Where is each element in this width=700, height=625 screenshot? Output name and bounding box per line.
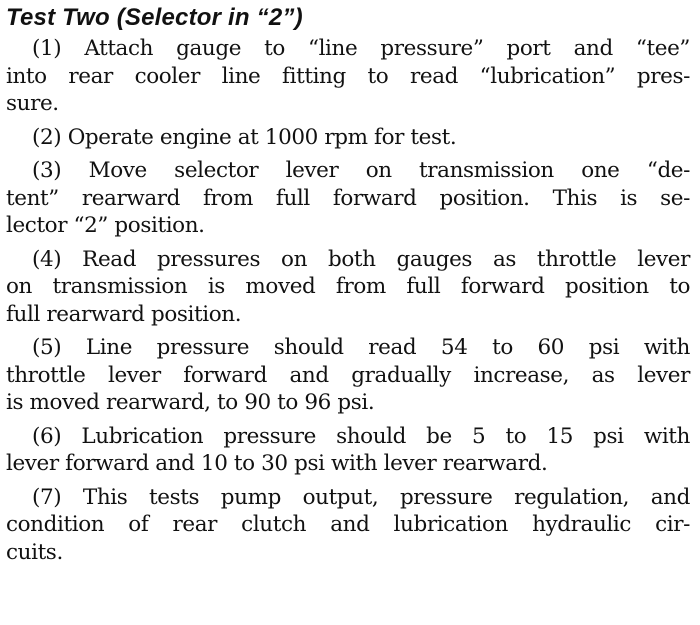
step-6: [6, 423, 690, 478]
step-1-line-1: (1) Attach gauge to “line pressure” port and “tee”: [32, 36, 690, 61]
step-6-line-1: (6) Lubrication pressure should be 5 to 15 psi with: [32, 423, 690, 449]
step-4-line-3: full rearward position.: [6, 301, 242, 327]
step-3: [6, 157, 690, 240]
step-1-line-3: sure.: [6, 91, 59, 116]
document-page: [6, 3, 690, 572]
step-5-line-1: (5) Line pressure should read 54 to 60 psi with: [32, 335, 690, 360]
step-3-line-2: tent” rearward from full forward position. This is se-: [6, 185, 690, 211]
step-2-line-1: (2) Operate engine at 1000 rpm for test.: [32, 124, 457, 150]
step-4-line-1: (4) Read pressures on both gauges as throttle lever: [32, 246, 690, 272]
step-1: [6, 35, 690, 118]
step-7: [6, 484, 690, 567]
step-3-line-1: (3) Move selector lever on transmission one “de-: [32, 158, 690, 183]
step-6-line-2: lever forward and 10 to 30 psi with lever rearward.: [6, 451, 548, 476]
step-4: [6, 246, 690, 329]
step-7-line-3: cuits.: [6, 539, 63, 565]
step-2: [6, 124, 690, 152]
step-5-line-2: throttle lever forward and gradually increase, as lever: [6, 362, 690, 388]
step-4-line-2: on transmission is moved from full forward position to: [6, 274, 690, 299]
step-1-line-2: into rear cooler line fitting to read “lubrication” pres-: [6, 63, 690, 89]
step-5: [6, 334, 690, 417]
step-3-line-3: lector “2” position.: [6, 213, 205, 238]
step-7-line-1: (7) This tests pump output, pressure regulation, and: [32, 484, 690, 510]
step-5-line-3: is moved rearward, to 90 to 96 psi.: [6, 390, 375, 415]
section-heading: Test Two (Selector in “2”): [6, 4, 303, 31]
step-7-line-2: condition of rear clutch and lubrication hydraulic cir-: [6, 512, 690, 537]
